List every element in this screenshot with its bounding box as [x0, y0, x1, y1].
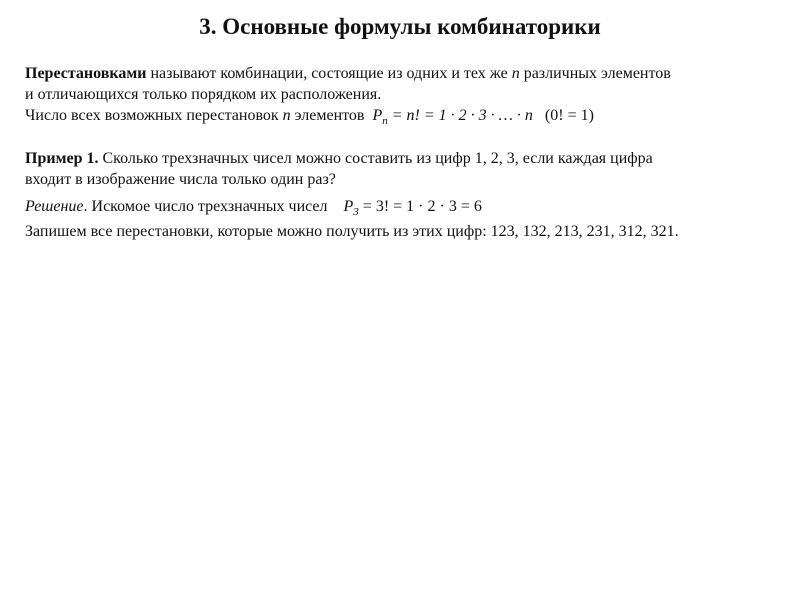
definition-text: называют комбинации, состоящие из одних и тех же	[146, 65, 512, 82]
permutation-formula	[372, 107, 533, 128]
formula-body: = 3! = 1 · 2 · 3 = 6	[358, 198, 482, 215]
formula-subscript: n	[382, 115, 388, 128]
example-text: Сколько трехзначных чисел можно составить из цифр 1, 2, 3, если каждая цифра	[98, 150, 653, 167]
solution-label: Решение	[25, 198, 84, 215]
page-title: 3. Основные формулы комбинаторики	[199, 14, 601, 39]
solution-text: . Искомое число трехзначных чисел	[83, 198, 328, 215]
solution-line	[25, 198, 482, 218]
solution-formula	[343, 198, 482, 219]
example-line-1	[25, 150, 653, 168]
definition-line-1	[25, 65, 671, 83]
example-line-2: входит в изображение числа только один раз?	[25, 171, 336, 188]
formula-p: P	[372, 107, 383, 124]
definition-term: Перестановками	[25, 65, 147, 82]
variable-n: n	[511, 65, 520, 82]
formula-note: (0! = 1)	[544, 107, 594, 124]
definition-text: различных элементов	[519, 65, 671, 82]
definition-line-2: и отличающихся только порядком их расположения.	[25, 86, 382, 103]
permutations-line: Запишем все перестановки, которые можно получить из этих цифр: 123, 132, 213, 231, 312, 321.	[25, 223, 679, 240]
count-text: элементов	[290, 107, 365, 124]
formula-subscript: 3	[353, 206, 359, 219]
example-label: Пример 1.	[25, 150, 99, 167]
count-text: Число всех возможных перестановок	[25, 107, 283, 124]
formula-p: P	[343, 198, 354, 215]
definition-line-3	[25, 107, 594, 127]
variable-n: n	[282, 107, 291, 124]
formula-body: = n! = 1 · 2 · 3 · … · n	[387, 107, 533, 124]
